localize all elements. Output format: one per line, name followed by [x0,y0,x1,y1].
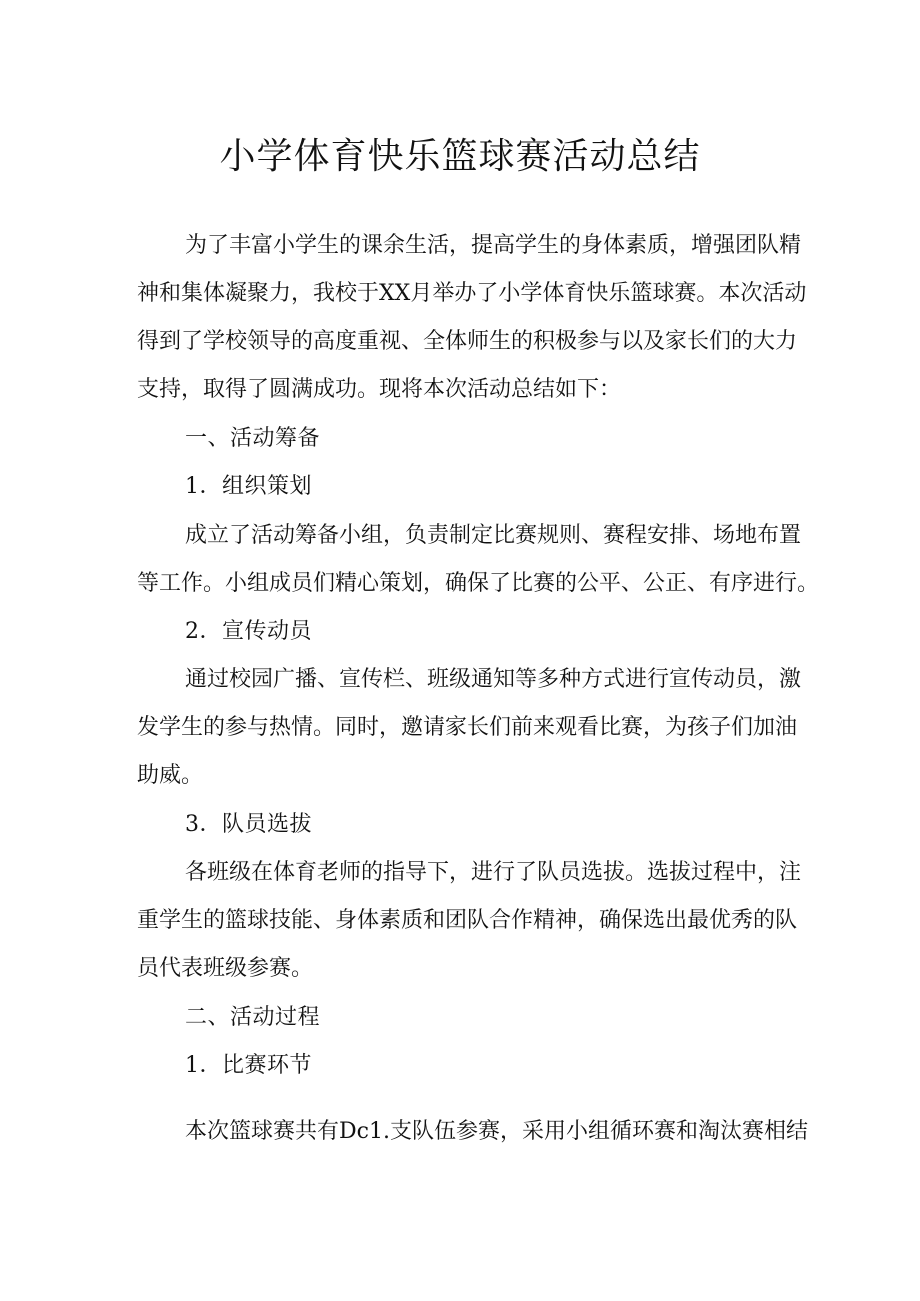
paragraph-line: 员代表班级参赛。 [137,956,314,981]
paragraph-line: 支持，取得了圆满成功。现将本次活动总结如下： [137,377,622,402]
paragraph-line: 为了丰富小学生的课余生活，提高学生的身体素质，增强团队精 [185,233,802,258]
subsection-heading: 1．组织策划 [185,474,312,499]
paragraph-line: 重学生的篮球技能、身体素质和团队合作精神，确保选出最优秀的队 [137,908,798,933]
paragraph-line: 等工作。小组成员们精心策划，确保了比赛的公平、公正、有序进行。 [137,571,820,596]
subsection-heading: 3．队员选拔 [185,812,312,837]
paragraph-line: 通过校园广播、宣传栏、班级通知等多种方式进行宣传动员，激 [185,667,802,692]
section-heading: 二、活动过程 [185,1005,321,1030]
paragraph-line: 神和集体凝聚力，我校于XX月举办了小学体育快乐篮球赛。本次活动 [137,281,807,306]
paragraph-line: 助威。 [137,763,204,788]
paragraph-line: 本次篮球赛共有Dc1.支队伍参赛，采用小组循环赛和淘汰赛相结 [185,1119,808,1144]
paragraph-line: 成立了活动筹备小组，负责制定比赛规则、赛程安排、场地布置 [185,523,802,548]
paragraph-line: 各班级在体育老师的指导下，进行了队员选拔。选拔过程中，注 [185,860,802,885]
paragraph-line: 发学生的参与热情。同时，邀请家长们前来观看比赛，为孩子们加油 [137,715,798,740]
section-heading: 一、活动筹备 [185,426,321,451]
subsection-heading: 2．宣传动员 [185,619,312,644]
document-title: 小学体育快乐篮球赛活动总结 [219,136,701,177]
paragraph-line: 得到了学校领导的高度重视、全体师生的积极参与以及家长们的大力 [137,329,798,354]
subsection-heading: 1．比赛环节 [185,1053,312,1078]
